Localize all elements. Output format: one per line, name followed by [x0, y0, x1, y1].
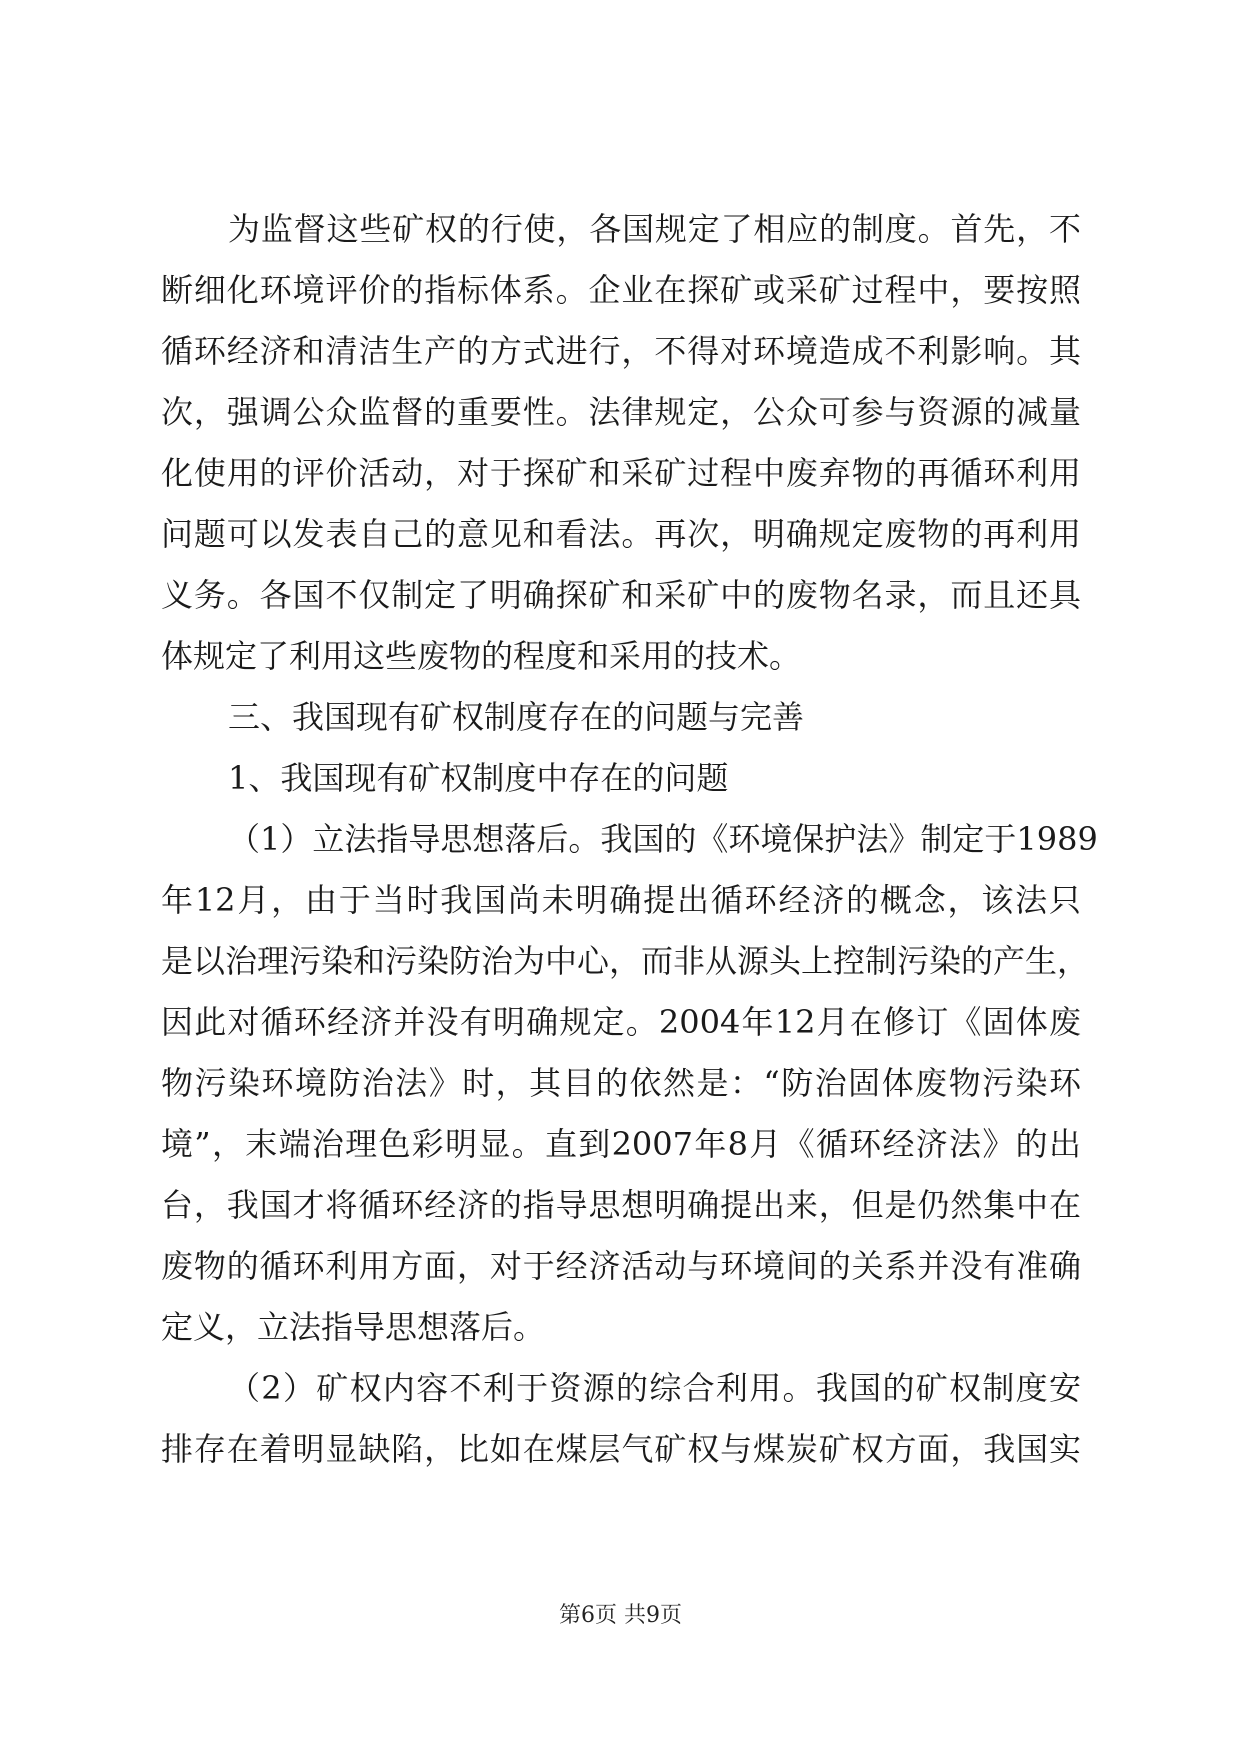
- paragraph-line: 因此对循环经济并没有明确规定。2004年12月在修订《固体废: [161, 1003, 1081, 1041]
- paragraph-line: 问题可以发表自己的意见和看法。再次，明确规定废物的再利用: [161, 515, 1081, 553]
- section-heading: 三、我国现有矿权制度存在的问题与完善: [228, 698, 805, 736]
- paragraph-line: 物污染环境防治法》时，其目的依然是：“防治固体废物污染环: [161, 1064, 1081, 1102]
- paragraph-line: 体规定了利用这些废物的程度和采用的技术。: [161, 637, 802, 675]
- page-number-footer: 第6页 共9页: [559, 1603, 682, 1628]
- paragraph-line: 次，强调公众监督的重要性。法律规定，公众可参与资源的减量: [161, 393, 1081, 431]
- paragraph-line: 定义，立法指导思想落后。: [161, 1308, 546, 1346]
- paragraph-line: 义务。各国不仅制定了明确探矿和采矿中的废物名录，而且还具: [161, 576, 1081, 614]
- paragraph-line: 年12月，由于当时我国尚未明确提出循环经济的概念，该法只: [161, 881, 1081, 919]
- paragraph-line: 为监督这些矿权的行使，各国规定了相应的制度。首先，不: [228, 210, 1081, 248]
- paragraph-line: 废物的循环利用方面，对于经济活动与环境间的关系并没有准确: [161, 1247, 1081, 1285]
- paragraph-line: 化使用的评价活动，对于探矿和采矿过程中废弃物的再循环利用: [161, 454, 1081, 492]
- subsection-heading: 1、我国现有矿权制度中存在的问题: [228, 759, 729, 797]
- paragraph-line: 循环经济和清洁生产的方式进行，不得对环境造成不利影响。其: [161, 332, 1081, 370]
- paragraph-line: 境”，末端治理色彩明显。直到2007年8月《循环经济法》的出: [161, 1125, 1081, 1163]
- paragraph-line: 是以治理污染和污染防治为中心，而非从源头上控制污染的产生，: [161, 942, 1090, 980]
- paragraph-line: 断细化环境评价的指标体系。企业在探矿或采矿过程中，要按照: [161, 271, 1081, 309]
- paragraph-line: 台，我国才将循环经济的指导思想明确提出来，但是仍然集中在: [161, 1186, 1081, 1224]
- paragraph-line: （1）立法指导思想落后。我国的《环境保护法》制定于1989: [228, 820, 1098, 858]
- paragraph-line: 排存在着明显缺陷，比如在煤层气矿权与煤炭矿权方面，我国实: [161, 1430, 1081, 1468]
- paragraph-line: （2）矿权内容不利于资源的综合利用。我国的矿权制度安: [228, 1369, 1081, 1407]
